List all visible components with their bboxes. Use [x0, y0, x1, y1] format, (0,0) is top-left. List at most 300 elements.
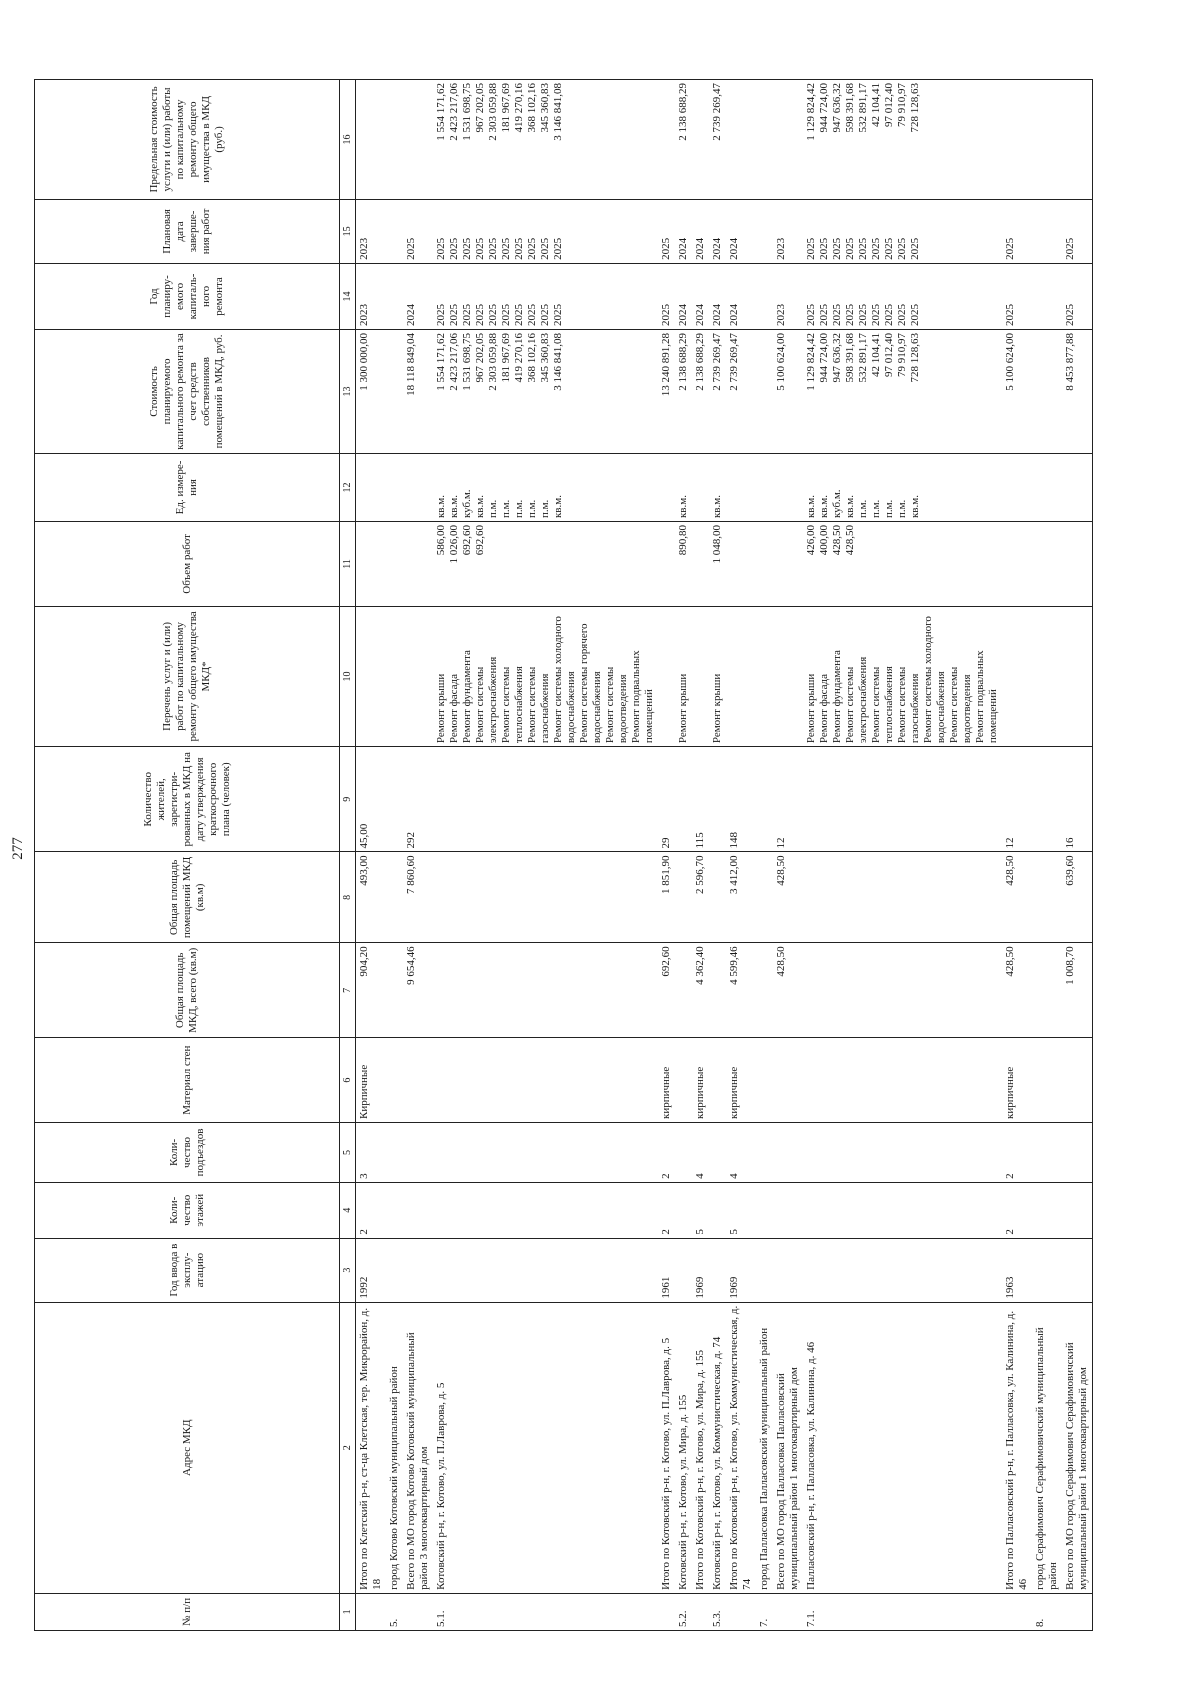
work-volume — [709, 522, 726, 607]
entrances — [803, 1122, 1002, 1182]
address: Итого по Котовский р-н, г. Котово, ул. Коммунистическая, д. 74 — [726, 1302, 756, 1593]
limit-cost-line: 947 636,32 — [831, 83, 843, 133]
work-item — [1002, 606, 1032, 746]
work-item-line: Ремонт подвальных помещений — [630, 650, 655, 744]
unit-line: кв.м. — [844, 495, 856, 519]
repair-cost — [1002, 330, 1032, 454]
table-row — [756, 80, 773, 1631]
limit-cost-line: 345 360,83 — [539, 83, 551, 133]
work-volume — [773, 522, 803, 607]
unit — [773, 453, 803, 521]
total-area — [709, 943, 726, 1038]
end-year — [356, 199, 387, 263]
address: Итого по Котовский р-н, г. Котово, ул. П.Лаврова, д. 5 — [658, 1302, 675, 1593]
plan-year-line: 2025 — [1064, 304, 1076, 326]
plan-year-line: 2024 — [405, 304, 417, 326]
table-row — [692, 80, 709, 1631]
unit — [709, 453, 726, 521]
entrances — [675, 1122, 692, 1182]
repair-cost-line: 598 391,68 — [844, 333, 856, 383]
limit-cost-line: 944 724,00 — [818, 83, 830, 133]
work-item-line: Ремонт системы холодного водоснабжения — [552, 616, 577, 744]
rooms-area: 428,50 — [773, 852, 803, 943]
table-row — [675, 80, 692, 1631]
work-item-line: Ремонт системы холодного водоснабжения — [922, 616, 947, 744]
column-number: 9 — [340, 747, 356, 852]
plan-year — [692, 263, 709, 329]
column-header: Ед. измере-ния — [35, 453, 340, 521]
address: город Палласовка Палласовский муниципальный район — [756, 1302, 773, 1593]
wall-material — [386, 1038, 403, 1123]
repair-cost-line: 2 138 688,29 — [677, 333, 689, 391]
unit — [403, 453, 433, 521]
limit-cost-line: 2 423 217,06 — [448, 83, 460, 141]
work-volume-line: 586,00 — [435, 525, 447, 556]
commission-year — [709, 1238, 726, 1302]
repair-cost — [658, 330, 675, 454]
total-area — [386, 943, 403, 1038]
plan-year — [1032, 263, 1062, 329]
column-header: Год ввода в эксплу-атацию — [35, 1238, 340, 1302]
unit — [726, 453, 756, 521]
repair-cost — [756, 330, 773, 454]
plan-year-line: 2025 — [500, 304, 512, 326]
commission-year — [433, 1238, 658, 1302]
repair-cost — [773, 330, 803, 454]
commission-year — [1062, 1238, 1093, 1302]
work-item — [1062, 606, 1093, 746]
entrances: 4 — [726, 1122, 756, 1182]
work-volume-line: 1 048,00 — [711, 525, 723, 564]
limit-cost-line: 97 012,40 — [883, 83, 895, 127]
work-item-line: Ремонт крыши — [711, 673, 723, 744]
commission-year — [803, 1238, 1002, 1302]
repair-cost-line: 1 300 000,00 — [358, 333, 370, 391]
work-volume — [692, 522, 709, 607]
table-row — [1002, 80, 1032, 1631]
end-year-line: 2025 — [660, 237, 672, 260]
floors — [1032, 1182, 1062, 1238]
end-year — [709, 199, 726, 263]
end-year — [403, 199, 433, 263]
plan-year-line: 2025 — [513, 304, 525, 326]
commission-year: 1992 — [356, 1238, 387, 1302]
unit-line: п.м. — [500, 499, 512, 519]
repair-cost-line: 42 104,41 — [870, 333, 882, 377]
end-year-line: 2025 — [883, 237, 895, 260]
commission-year — [386, 1238, 403, 1302]
residents — [709, 747, 726, 852]
total-area: 692,60 — [658, 943, 675, 1038]
commission-year: 1961 — [658, 1238, 675, 1302]
wall-material — [433, 1038, 658, 1123]
residents: 12 — [773, 747, 803, 852]
column-number: 8 — [340, 852, 356, 943]
column-header: Общая площадь помещений МКД (кв.м) — [35, 852, 340, 943]
repair-cost-line: 5 100 624,00 — [1004, 333, 1016, 391]
wall-material — [803, 1038, 1002, 1123]
unit — [1032, 453, 1062, 521]
limit-cost — [709, 80, 726, 200]
work-volume — [675, 522, 692, 607]
plan-year-line: 2025 — [435, 304, 447, 326]
repair-cost-line: 967 202,05 — [474, 333, 486, 383]
work-item — [356, 606, 387, 746]
plan-year-line: 2025 — [448, 304, 460, 326]
repair-cost-line: 18 118 849,04 — [405, 333, 417, 396]
unit-line: п.м. — [539, 499, 551, 519]
unit-line: п.м. — [870, 499, 882, 519]
row-number — [403, 1593, 433, 1630]
work-item-line: Ремонт крыши — [805, 673, 817, 744]
repair-cost — [356, 330, 387, 454]
work-item — [726, 606, 756, 746]
limit-cost-line: 2 739 269,47 — [711, 83, 723, 141]
repair-cost-line: 79 910,97 — [896, 333, 908, 377]
unit-line: кв.м. — [677, 495, 689, 519]
column-number: 16 — [340, 80, 356, 200]
rooms-area: 639,60 — [1062, 852, 1093, 943]
column-number: 7 — [340, 943, 356, 1038]
repair-cost-line: 5 100 624,00 — [775, 333, 787, 391]
limit-cost — [658, 80, 675, 200]
unit-line: кв.м. — [805, 495, 817, 519]
end-year — [433, 199, 658, 263]
end-year-line: 2025 — [405, 237, 417, 260]
wall-material — [709, 1038, 726, 1123]
repair-cost-line: 368 102,16 — [526, 333, 538, 383]
repair-cost-line: 181 967,69 — [500, 333, 512, 383]
plan-year-line: 2025 — [526, 304, 538, 326]
rooms-area — [433, 852, 658, 943]
work-item-line: Ремонт фундамента — [831, 650, 843, 744]
total-area: 428,50 — [773, 943, 803, 1038]
rooms-area — [675, 852, 692, 943]
end-year-line: 2025 — [448, 237, 460, 260]
plan-year — [1002, 263, 1032, 329]
end-year-line: 2025 — [857, 237, 869, 260]
plan-year — [756, 263, 773, 329]
work-item — [709, 606, 726, 746]
column-header: Материал стен — [35, 1038, 340, 1123]
limit-cost-line: 42 104,41 — [870, 83, 882, 127]
end-year-line: 2025 — [552, 237, 564, 260]
work-item-line: Ремонт фасада — [818, 673, 830, 744]
work-item — [433, 606, 658, 746]
limit-cost — [756, 80, 773, 200]
unit-line: кв.м. — [818, 495, 830, 519]
work-volume-line: 426,00 — [805, 525, 817, 556]
row-number — [1062, 1593, 1093, 1630]
row-number: 8. — [1032, 1593, 1062, 1630]
limit-cost-line: 1 554 171,62 — [435, 83, 447, 141]
end-year — [726, 199, 756, 263]
work-item-line: Ремонт системы водоотведения — [604, 666, 629, 744]
address: Итого по Палласовский р-н, г. Палласовка, ул. Калинина, д. 46 — [1002, 1302, 1032, 1593]
unit — [386, 453, 403, 521]
work-item-line: Ремонт системы горячего водоснабжения — [578, 623, 603, 744]
work-item-line: Ремонт фасада — [448, 673, 460, 744]
floors: 5 — [692, 1182, 709, 1238]
address: Палласовский р-н, г. Палласовка, ул. Калинина, д. 46 — [803, 1302, 1002, 1593]
end-year — [803, 199, 1002, 263]
column-number: 4 — [340, 1182, 356, 1238]
commission-year — [1032, 1238, 1062, 1302]
wall-material: кирпичные — [726, 1038, 756, 1123]
end-year — [773, 199, 803, 263]
address: Всего по МО город Серафимович Серафимовичский муниципальный район 1 многоквартирный дом — [1062, 1302, 1093, 1593]
work-item-line: Ремонт крыши — [435, 673, 447, 744]
unit — [1062, 453, 1093, 521]
limit-cost — [726, 80, 756, 200]
column-header: Коли-чество подъездов — [35, 1122, 340, 1182]
repair-cost — [803, 330, 1002, 454]
commission-year: 1963 — [1002, 1238, 1032, 1302]
plan-year — [773, 263, 803, 329]
work-volume — [726, 522, 756, 607]
unit-line: п.м. — [513, 499, 525, 519]
residents: 16 — [1062, 747, 1093, 852]
floors: 2 — [356, 1182, 387, 1238]
residents: 45,00 — [356, 747, 387, 852]
end-year-line: 2025 — [805, 237, 817, 260]
plan-year — [1062, 263, 1093, 329]
entrances — [773, 1122, 803, 1182]
column-number: 3 — [340, 1238, 356, 1302]
limit-cost — [386, 80, 403, 200]
unit-line: кв.м. — [448, 495, 460, 519]
floors — [1062, 1182, 1093, 1238]
row-number: 5.1. — [433, 1593, 658, 1630]
limit-cost — [1062, 80, 1093, 200]
end-year — [692, 199, 709, 263]
entrances — [403, 1122, 433, 1182]
unit-line: п.м. — [487, 499, 499, 519]
commission-year — [403, 1238, 433, 1302]
end-year — [1062, 199, 1093, 263]
column-header: Объем работ — [35, 522, 340, 607]
unit — [692, 453, 709, 521]
residents — [1032, 747, 1062, 852]
residents — [386, 747, 403, 852]
floors — [403, 1182, 433, 1238]
floors: 2 — [658, 1182, 675, 1238]
commission-year: 1969 — [692, 1238, 709, 1302]
row-number — [658, 1593, 675, 1630]
work-item — [773, 606, 803, 746]
repair-cost — [709, 330, 726, 454]
work-volume-line: 400,00 — [818, 525, 830, 556]
repair-cost-line: 1 554 171,62 — [435, 333, 447, 391]
entrances: 4 — [692, 1122, 709, 1182]
plan-year-line: 2025 — [1004, 304, 1016, 326]
plan-year-line: 2025 — [474, 304, 486, 326]
table-row — [773, 80, 803, 1631]
column-number: 5 — [340, 1122, 356, 1182]
unit-line: п.м. — [857, 499, 869, 519]
unit-line: куб.м. — [461, 489, 473, 519]
table-row — [726, 80, 756, 1631]
residents — [803, 747, 1002, 852]
plan-year-line: 2025 — [552, 304, 564, 326]
end-year-line: 2025 — [500, 237, 512, 260]
unit — [658, 453, 675, 521]
column-number: 1 — [340, 1593, 356, 1630]
commission-year — [675, 1238, 692, 1302]
residents: 29 — [658, 747, 675, 852]
entrances — [386, 1122, 403, 1182]
end-year-line: 2025 — [461, 237, 473, 260]
work-item-line: Ремонт системы газоснабжения — [526, 666, 551, 744]
work-item — [756, 606, 773, 746]
unit — [433, 453, 658, 521]
column-number: 15 — [340, 199, 356, 263]
rooms-area: 493,00 — [356, 852, 387, 943]
unit-line: кв.м. — [435, 495, 447, 519]
floors: 5 — [726, 1182, 756, 1238]
wall-material — [1062, 1038, 1093, 1123]
total-area: 904,20 — [356, 943, 387, 1038]
work-volume — [1032, 522, 1062, 607]
total-area: 1 008,70 — [1062, 943, 1093, 1038]
residents: 115 — [692, 747, 709, 852]
work-item-line: Ремонт системы водоотведения — [948, 666, 973, 744]
unit-line: кв.м. — [711, 495, 723, 519]
plan-year-line: 2025 — [487, 304, 499, 326]
work-item — [658, 606, 675, 746]
plan-year-line: 2025 — [883, 304, 895, 326]
column-number: 2 — [340, 1302, 356, 1593]
table-row — [803, 80, 1002, 1631]
unit-line: п.м. — [883, 499, 895, 519]
repair-plan-table — [34, 79, 1093, 1631]
entrances — [1062, 1122, 1093, 1182]
address: Всего по МО город Палласовка Палласовский муниципальный район 1 многоквартирный дом — [773, 1302, 803, 1593]
limit-cost-line: 1 531 698,75 — [461, 83, 473, 141]
work-volume — [356, 522, 387, 607]
plan-year-line: 2025 — [660, 304, 672, 326]
address: Котовский р-н, г. Котово, ул. Коммунистическая, д. 74 — [709, 1302, 726, 1593]
plan-year-line: 2025 — [909, 304, 921, 326]
end-year-line: 2024 — [728, 237, 740, 260]
work-item — [1032, 606, 1062, 746]
unit-line: кв.м. — [474, 495, 486, 519]
repair-cost-line: 3 146 841,08 — [552, 333, 564, 391]
column-header: Адрес МКД — [35, 1302, 340, 1593]
header-row — [35, 80, 340, 1631]
limit-cost-line: 2 138 688,29 — [677, 83, 689, 141]
repair-cost-line: 1 531 698,75 — [461, 333, 473, 391]
plan-year-line: 2025 — [831, 304, 843, 326]
table-row — [356, 80, 387, 1631]
wall-material: кирпичные — [658, 1038, 675, 1123]
address: город Котово Котовский муниципальный район — [386, 1302, 403, 1593]
wall-material — [675, 1038, 692, 1123]
table-row — [403, 80, 433, 1631]
row-number — [726, 1593, 756, 1630]
repair-cost-line: 13 240 891,28 — [660, 333, 672, 397]
plan-year — [726, 263, 756, 329]
unit — [756, 453, 773, 521]
table-row — [1062, 80, 1093, 1631]
limit-cost-line: 3 146 841,08 — [552, 83, 564, 141]
work-volume-line: 428,50 — [844, 525, 856, 556]
entrances — [756, 1122, 773, 1182]
work-volume-line: 1 026,00 — [448, 525, 460, 564]
floors — [386, 1182, 403, 1238]
total-area — [1032, 943, 1062, 1038]
plan-year-line: 2023 — [775, 304, 787, 326]
unit — [675, 453, 692, 521]
end-year-line: 2025 — [487, 237, 499, 260]
plan-year — [658, 263, 675, 329]
row-number — [773, 1593, 803, 1630]
residents: 12 — [1002, 747, 1032, 852]
end-year-line: 2025 — [474, 237, 486, 260]
limit-cost-line: 419 270,16 — [513, 83, 525, 133]
end-year-line: 2025 — [870, 237, 882, 260]
end-year-line: 2025 — [513, 237, 525, 260]
row-number — [1002, 1593, 1032, 1630]
rooms-area — [756, 852, 773, 943]
repair-cost-line: 1 129 824,42 — [805, 333, 817, 391]
plan-year — [709, 263, 726, 329]
plan-year — [356, 263, 387, 329]
unit-line: п.м. — [526, 499, 538, 519]
wall-material — [1032, 1038, 1062, 1123]
unit-line: кв.м. — [909, 495, 921, 519]
limit-cost — [356, 80, 387, 200]
plan-year-line: 2025 — [539, 304, 551, 326]
column-number: 13 — [340, 330, 356, 454]
row-number: 5.2. — [675, 1593, 692, 1630]
repair-cost-line: 97 012,40 — [883, 333, 895, 377]
work-item-line: Ремонт системы электроснабжения — [474, 656, 499, 744]
repair-cost-line: 2 739 269,47 — [711, 333, 723, 391]
end-year-line: 2025 — [831, 237, 843, 260]
limit-cost-line: 2 303 059,88 — [487, 83, 499, 141]
row-number: 5. — [386, 1593, 403, 1630]
table-row — [658, 80, 675, 1631]
row-number: 7. — [756, 1593, 773, 1630]
end-year-line: 2024 — [677, 237, 689, 260]
total-area — [803, 943, 1002, 1038]
plan-year — [386, 263, 403, 329]
rooms-area — [386, 852, 403, 943]
work-volume-line: 890,80 — [677, 525, 689, 556]
page-number: 277 — [10, 837, 26, 860]
entrances — [709, 1122, 726, 1182]
repair-cost — [403, 330, 433, 454]
wall-material: кирпичные — [692, 1038, 709, 1123]
limit-cost-line: 728 128,63 — [909, 83, 921, 133]
column-header: Количество жителей, зарегистри-рованных в МКД на дату утверждения краткосрочного плана (человек) — [35, 747, 340, 852]
work-item-line: Ремонт системы газоснабжения — [896, 666, 921, 744]
repair-cost — [675, 330, 692, 454]
plan-year-line: 2025 — [461, 304, 473, 326]
end-year-line: 2024 — [694, 237, 706, 260]
repair-cost — [433, 330, 658, 454]
wall-material — [403, 1038, 433, 1123]
end-year-line: 2025 — [1004, 237, 1016, 260]
table-row — [1032, 80, 1062, 1631]
end-year-line: 2025 — [526, 237, 538, 260]
unit — [803, 453, 1002, 521]
wall-material — [756, 1038, 773, 1123]
repair-cost-line: 944 724,00 — [818, 333, 830, 383]
unit-line: п.м. — [896, 499, 908, 519]
limit-cost-line: 1 129 824,42 — [805, 83, 817, 141]
